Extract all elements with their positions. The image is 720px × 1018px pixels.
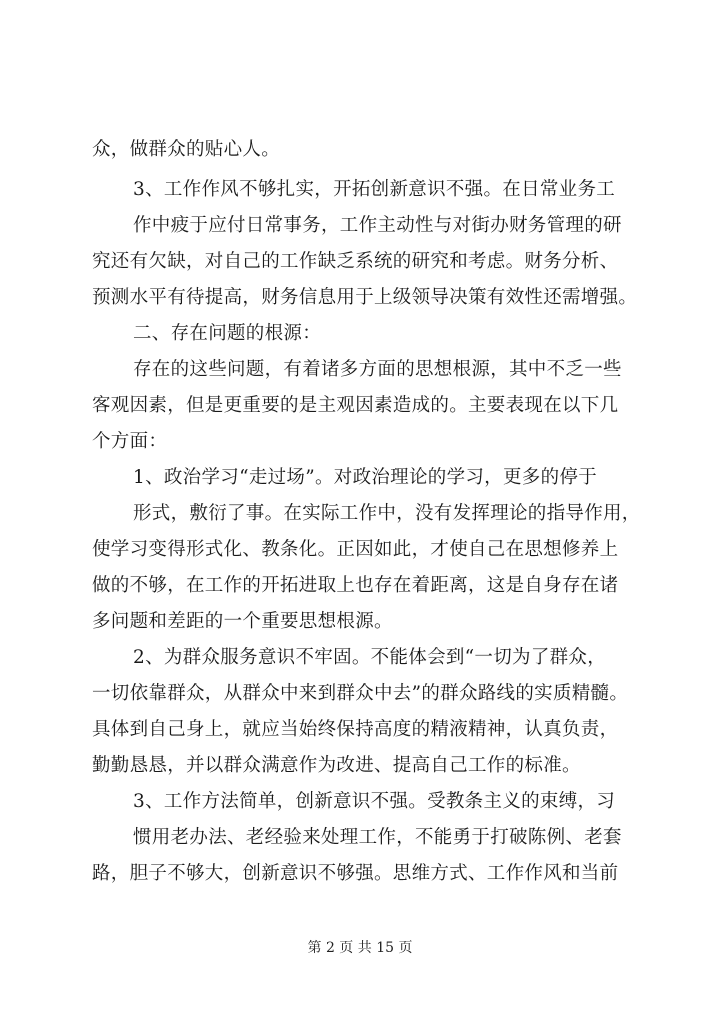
text-line: 一切依靠群众，从群众中来到群众中去”的群众路线的实质精髓。 <box>92 683 629 704</box>
text-line: 作中疲于应付日常事务，工作主动性与对街办财务管理的研 <box>133 215 622 236</box>
page-number-footer: 第 2 页 共 15 页 <box>307 940 413 956</box>
text-line: 做的不够，在工作的开拓进取上也存在着距离，这是自身存在诸 <box>92 575 619 596</box>
text-line: 形式，敷衍了事。在实际工作中，没有发挥理论的指导作用， <box>133 503 641 524</box>
text-line: 勤勤恳恳，并以群众满意作为改进、提高自己工作的标准。 <box>92 755 581 776</box>
text-line: 3、工作作风不够扎实，开拓创新意识不强。在日常业务工 <box>133 179 616 200</box>
text-line: 具体到自己身上，就应当始终保持高度的精液精神，认真负责， <box>92 719 619 740</box>
text-line: 多问题和差距的一个重要思想根源。 <box>92 611 393 632</box>
text-line: 惯用老办法、老经验来处理工作，不能勇于打破陈例、老套 <box>133 827 622 848</box>
text-line: 个方面： <box>92 431 168 452</box>
text-line: 存在的这些问题，有着诸多方面的思想根源，其中不乏一些 <box>133 359 622 380</box>
text-line: 路，胆子不够大，创新意识不够强。思维方式、工作作风和当前 <box>92 863 619 884</box>
text-line: 3、工作方法简单，创新意识不强。受教条主义的束缚，习 <box>133 791 616 812</box>
text-line: 众，做群众的贴心人。 <box>92 139 281 160</box>
text-line: 1、政治学习“走过场”。对政治理论的学习，更多的停于 <box>133 467 597 488</box>
text-line: 究还有欠缺，对自己的工作缺乏系统的研究和考虑。财务分析、 <box>92 251 619 272</box>
text-line: 使学习变得形式化、教条化。正因如此，才使自己在思想修养上 <box>92 539 619 560</box>
text-line: 预测水平有待提高，财务信息用于上级领导决策有效性还需增强。 <box>92 287 638 308</box>
section-heading: 二、存在问题的根源： <box>133 323 322 344</box>
text-line: 2、为群众服务意识不牢固。不能体会到“一切为了群众， <box>133 647 607 668</box>
text-line: 客观因素，但是更重要的是主观因素造成的。主要表现在以下几 <box>92 395 619 416</box>
